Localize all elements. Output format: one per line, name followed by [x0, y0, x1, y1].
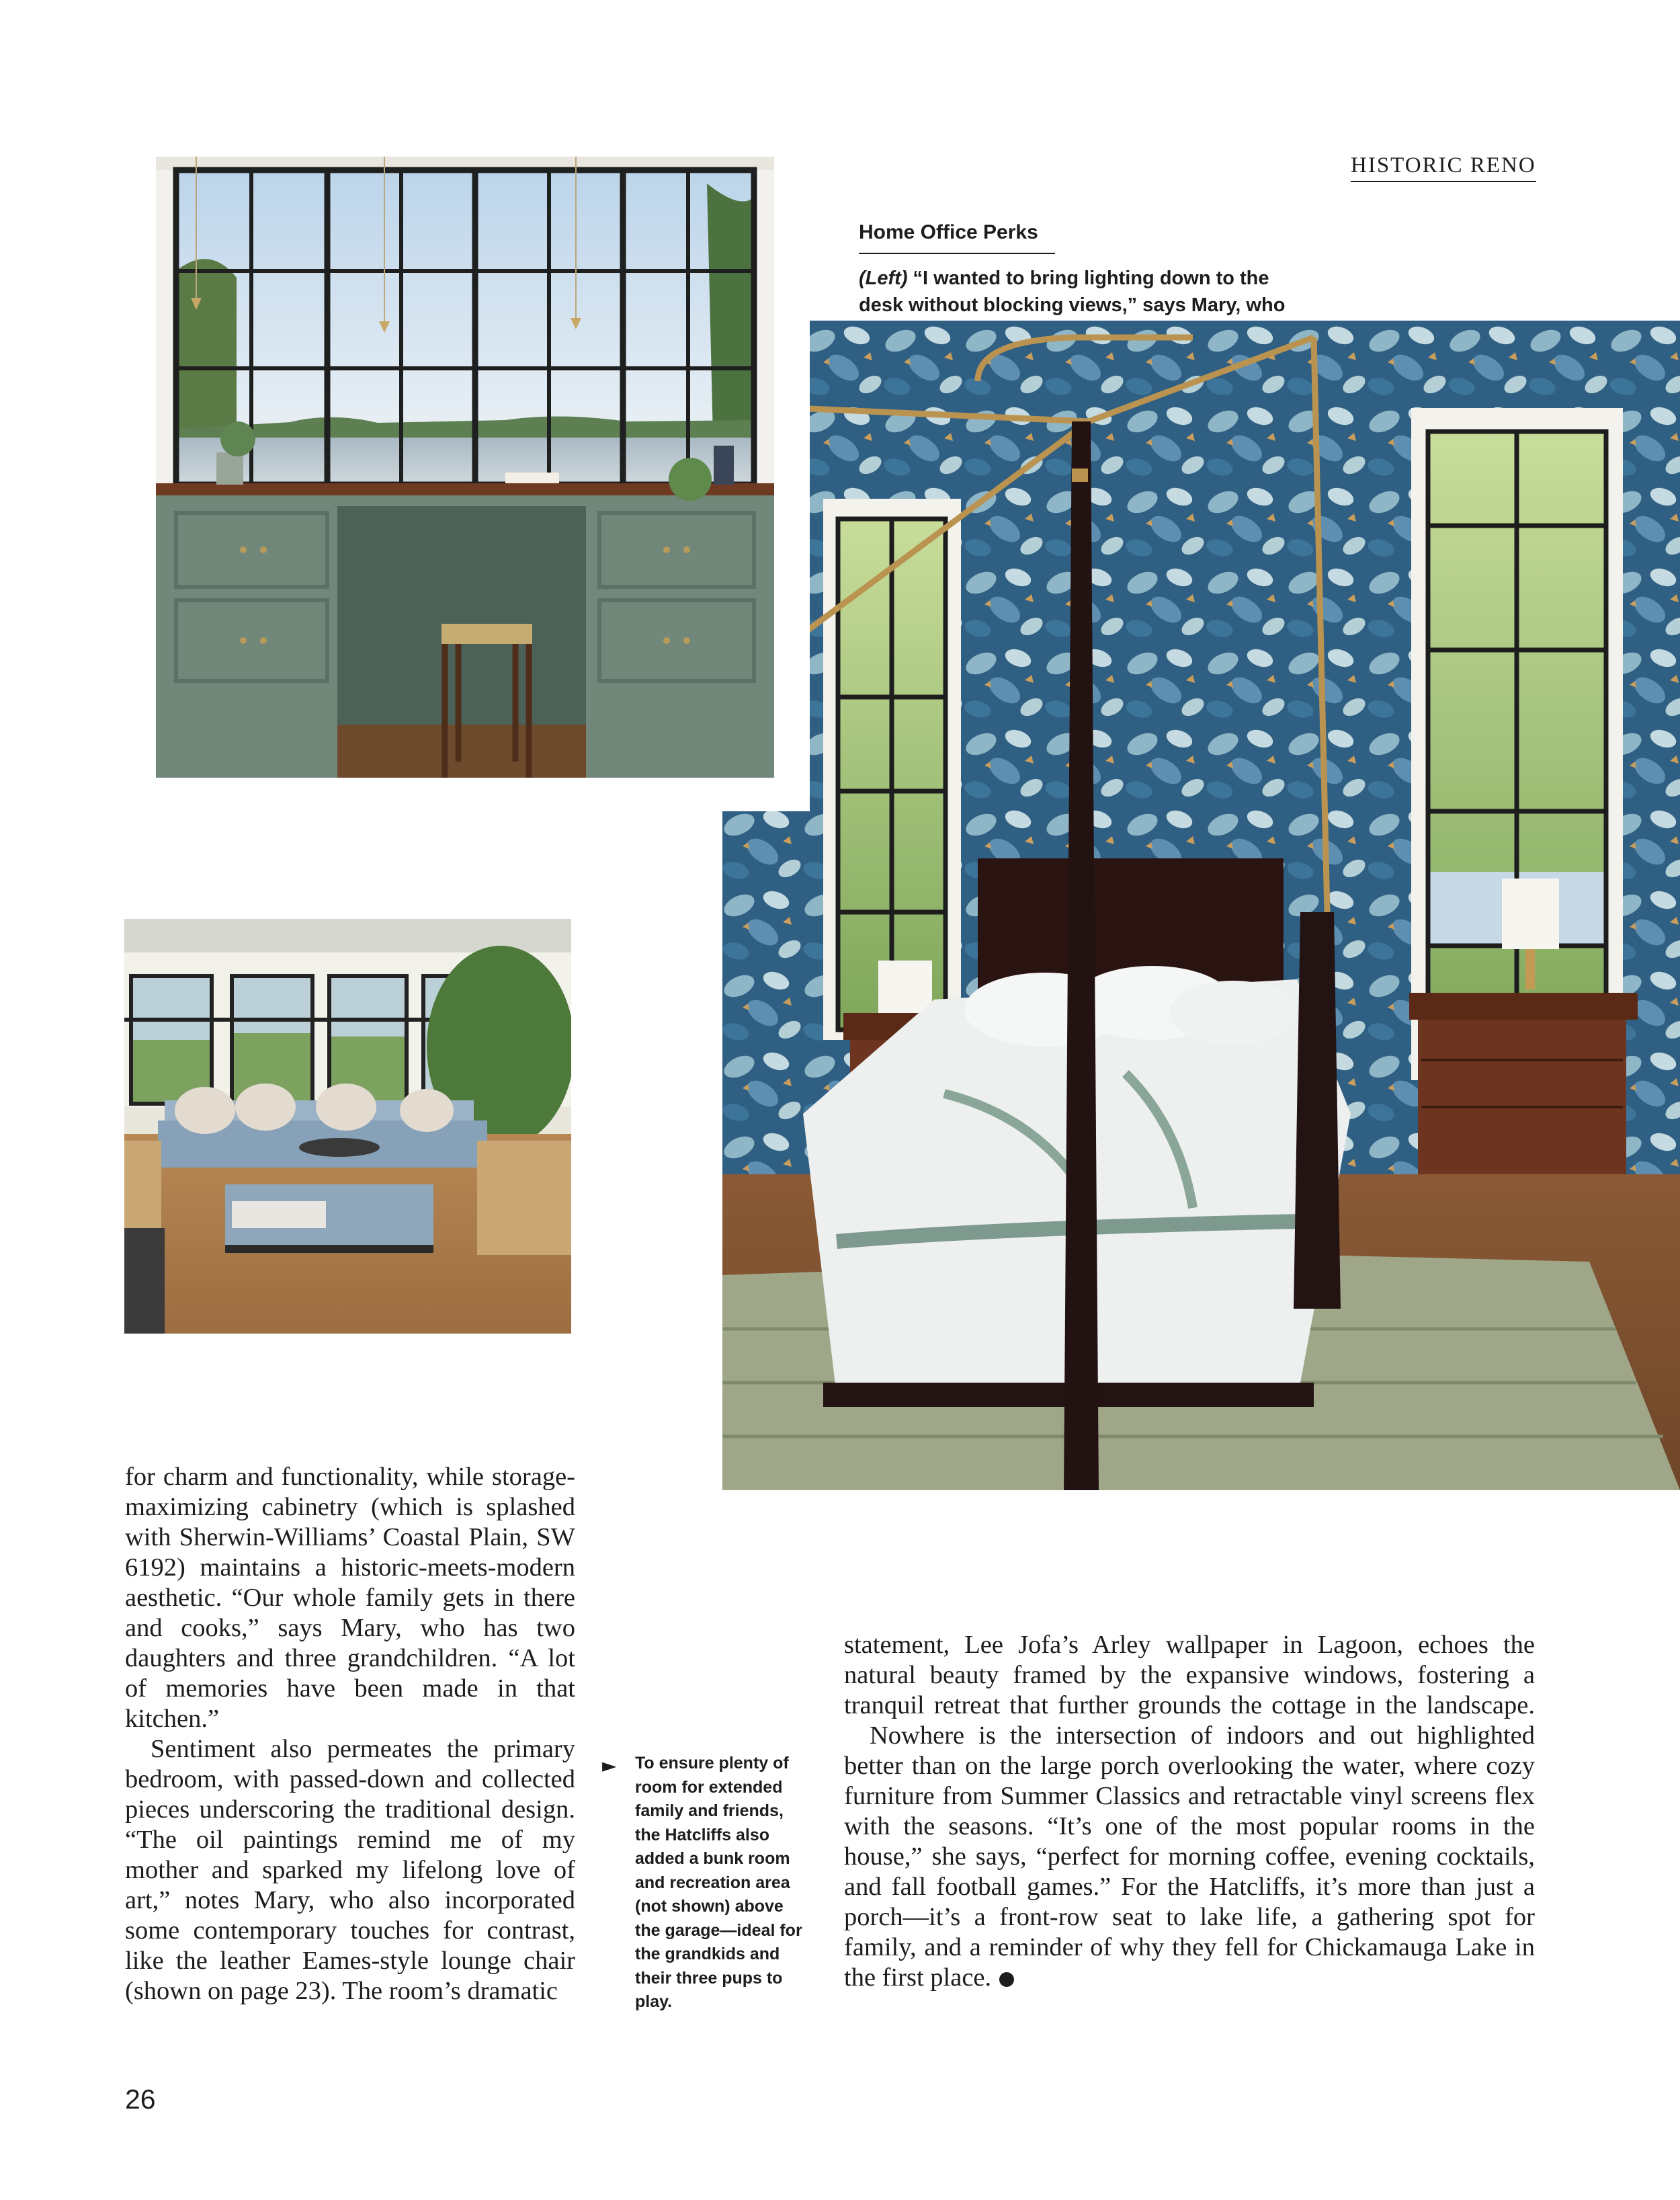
porch-photo — [124, 919, 571, 1334]
home-office-photo — [156, 157, 774, 778]
page-number: 26 — [125, 2084, 156, 2115]
body-paragraph: statement, Lee Jofa’s Arley wallpaper in Lagoon, echoes the natural beauty framed by the expansive windows, fostering a tranquil retreat that further grounds the cottage in the landscape. — [844, 1631, 1535, 1719]
caption-title: Home Office Perks — [859, 221, 1038, 243]
body-paragraph: for charm and functionality, while storage-maximizing cabinetry (which is splashed with Sherwin-Williams’ Coastal Plain, SW 6192) maintains a historic-meets-modern aesthetic. “Our whole family gets in there and cooks,” says Mary, who has two daughters and three grandchildren. “A lot of memories have been made in that kitchen.” — [125, 1463, 575, 1733]
section-label: HISTORIC RENO — [1351, 152, 1536, 182]
body-column-right — [844, 1630, 1535, 1993]
bedroom-photo — [722, 321, 1680, 1490]
side-note: To ensure plenty of room for extended family and friends, the Hatcliffs also added a bunk room and recreation area (not shown) above the garage—ideal for the grandkids and their three pups to play. — [635, 1754, 802, 2011]
body-paragraph-final — [844, 1721, 1535, 1993]
end-mark-icon — [999, 1972, 1014, 1987]
body-column-left — [125, 1462, 575, 2006]
body-paragraph: Sentiment also permeates the primary bedroom, with passed-down and collected pieces underscoring the traditional design. “The oil paintings remind me of my mother and sparked my lifelong love of art,” notes Mary, who also incorporated some contemporary touches for contrast, like the leather Eames-style lounge chair (shown on page 23). The room’s dramatic — [125, 1735, 575, 2005]
caption-divider — [859, 253, 1055, 254]
caption-lead: (Left) — [859, 268, 908, 289]
body-paragraph-text: Nowhere is the intersection of indoors and out highlighted better than on the large porch overlooking the water, where cozy furniture from Summer Classics and retractable vinyl screens flex with the seasons. “It’s one of the most popular rooms in the house,” she says, “perfect for morning coffee, evening cocktails, and fall football games.” For the Hatcliffs, it’s more than just a porch—it’s a front-row seat to lake life, a gathering spot for family, and a reminder of why they fell for Chickamauga Lake in the first place. — [844, 1721, 1535, 1992]
caption-body: “I wanted to bring lighting down to the desk without blocking views,” says Mary, who — [859, 268, 1286, 316]
side-note-arrow-icon: ► — [602, 1754, 617, 1777]
